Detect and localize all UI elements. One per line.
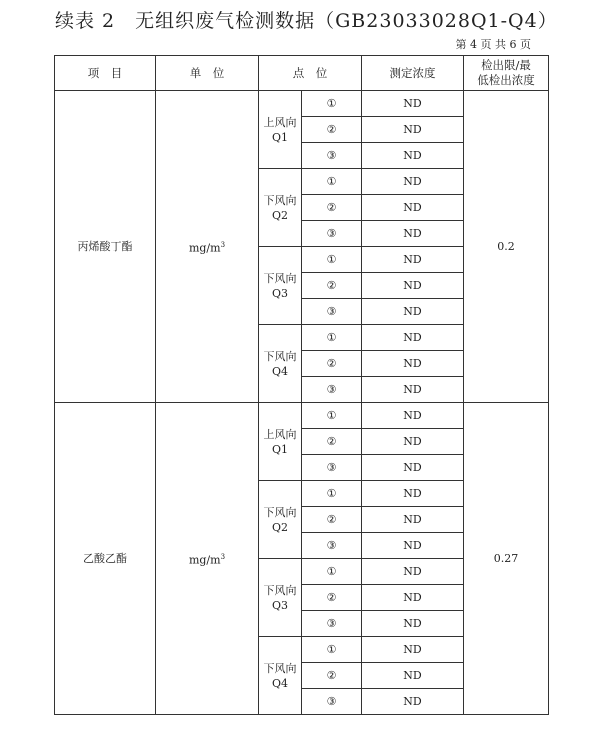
measured-concentration: ND [362, 455, 464, 481]
header-point: 点 位 [259, 56, 362, 91]
measured-concentration: ND [362, 611, 464, 637]
sampling-point-code: Q1 [271, 130, 289, 144]
page-number: 第 4 页 共 6 页 [455, 38, 531, 51]
sampling-point-code: Q4 [271, 364, 289, 378]
measured-concentration: ND [362, 481, 464, 507]
measured-concentration: ND [362, 169, 464, 195]
sample-sequence: ① [302, 91, 362, 117]
sample-sequence: ① [302, 169, 362, 195]
unit-cell [156, 403, 259, 715]
unit-text: mg/m [188, 241, 221, 255]
sampling-point [259, 91, 302, 169]
sampling-point-code: Q3 [271, 286, 289, 300]
measured-concentration: ND [362, 429, 464, 455]
sample-sequence: ① [302, 403, 362, 429]
sample-sequence: ① [302, 325, 362, 351]
page-title: 续表 2 无组织废气检测数据（GB23033028Q1-Q4） [55, 10, 558, 32]
sampling-point-code: Q1 [271, 442, 289, 456]
sampling-point-direction: 下风向 [263, 349, 297, 363]
measured-concentration: ND [362, 351, 464, 377]
header-concentration: 测定浓度 [362, 56, 464, 91]
sampling-point [259, 169, 302, 247]
sample-sequence: ③ [302, 221, 362, 247]
sampling-point [259, 637, 302, 715]
measured-concentration: ND [362, 221, 464, 247]
sample-sequence: ② [302, 351, 362, 377]
item-name: 丙烯酸丁酯 [55, 91, 156, 403]
measured-concentration: ND [362, 663, 464, 689]
sample-sequence: ② [302, 585, 362, 611]
sampling-point-code: Q2 [271, 208, 289, 222]
header-limit-line1: 检出限/最 [481, 58, 531, 72]
detection-limit: 0.2 [464, 91, 549, 403]
sampling-point [259, 247, 302, 325]
unit-superscript: 3 [220, 240, 226, 249]
measured-concentration: ND [362, 91, 464, 117]
sample-sequence: ② [302, 195, 362, 221]
sampling-point-direction: 下风向 [263, 271, 297, 285]
sample-sequence: ② [302, 273, 362, 299]
emission-data-table [54, 55, 549, 715]
measured-concentration: ND [362, 559, 464, 585]
sample-sequence: ① [302, 481, 362, 507]
sampling-point-direction: 下风向 [263, 661, 297, 675]
measured-concentration: ND [362, 325, 464, 351]
measured-concentration: ND [362, 143, 464, 169]
measured-concentration: ND [362, 585, 464, 611]
sampling-point [259, 481, 302, 559]
sampling-point-direction: 下风向 [263, 505, 297, 519]
table-row [55, 403, 549, 429]
measured-concentration: ND [362, 533, 464, 559]
sampling-point [259, 403, 302, 481]
measured-concentration: ND [362, 637, 464, 663]
unit-cell [156, 91, 259, 403]
sample-sequence: ② [302, 663, 362, 689]
sample-sequence: ② [302, 507, 362, 533]
header-limit-line2: 低检出浓度 [477, 73, 535, 87]
table-header-row [55, 56, 549, 91]
sample-sequence: ① [302, 637, 362, 663]
unit-text: mg/m [188, 553, 221, 567]
sampling-point-direction: 下风向 [263, 193, 297, 207]
measured-concentration: ND [362, 273, 464, 299]
header-detection-limit [464, 56, 549, 91]
measured-concentration: ND [362, 377, 464, 403]
sample-sequence: ③ [302, 377, 362, 403]
sample-sequence: ③ [302, 455, 362, 481]
measured-concentration: ND [362, 403, 464, 429]
sampling-point-direction: 上风向 [263, 115, 297, 129]
sample-sequence: ③ [302, 689, 362, 715]
measured-concentration: ND [362, 195, 464, 221]
sampling-point-code: Q2 [271, 520, 289, 534]
sampling-point [259, 325, 302, 403]
header-unit: 单 位 [156, 56, 259, 91]
sampling-point-code: Q3 [271, 598, 289, 612]
sample-sequence: ③ [302, 611, 362, 637]
measured-concentration: ND [362, 507, 464, 533]
table-row [55, 91, 549, 117]
sampling-point-code: Q4 [271, 676, 289, 690]
header-item: 项 目 [55, 56, 156, 91]
measured-concentration: ND [362, 247, 464, 273]
detection-limit: 0.27 [464, 403, 549, 715]
sampling-point-direction: 上风向 [263, 427, 297, 441]
sample-sequence: ② [302, 429, 362, 455]
sample-sequence: ① [302, 559, 362, 585]
sample-sequence: ③ [302, 299, 362, 325]
measured-concentration: ND [362, 689, 464, 715]
sample-sequence: ① [302, 247, 362, 273]
sample-sequence: ② [302, 117, 362, 143]
sampling-point-direction: 下风向 [263, 583, 297, 597]
item-name: 乙酸乙酯 [55, 403, 156, 715]
sampling-point [259, 559, 302, 637]
measured-concentration: ND [362, 299, 464, 325]
sample-sequence: ③ [302, 143, 362, 169]
unit-superscript: 3 [220, 552, 226, 561]
measured-concentration: ND [362, 117, 464, 143]
sample-sequence: ③ [302, 533, 362, 559]
